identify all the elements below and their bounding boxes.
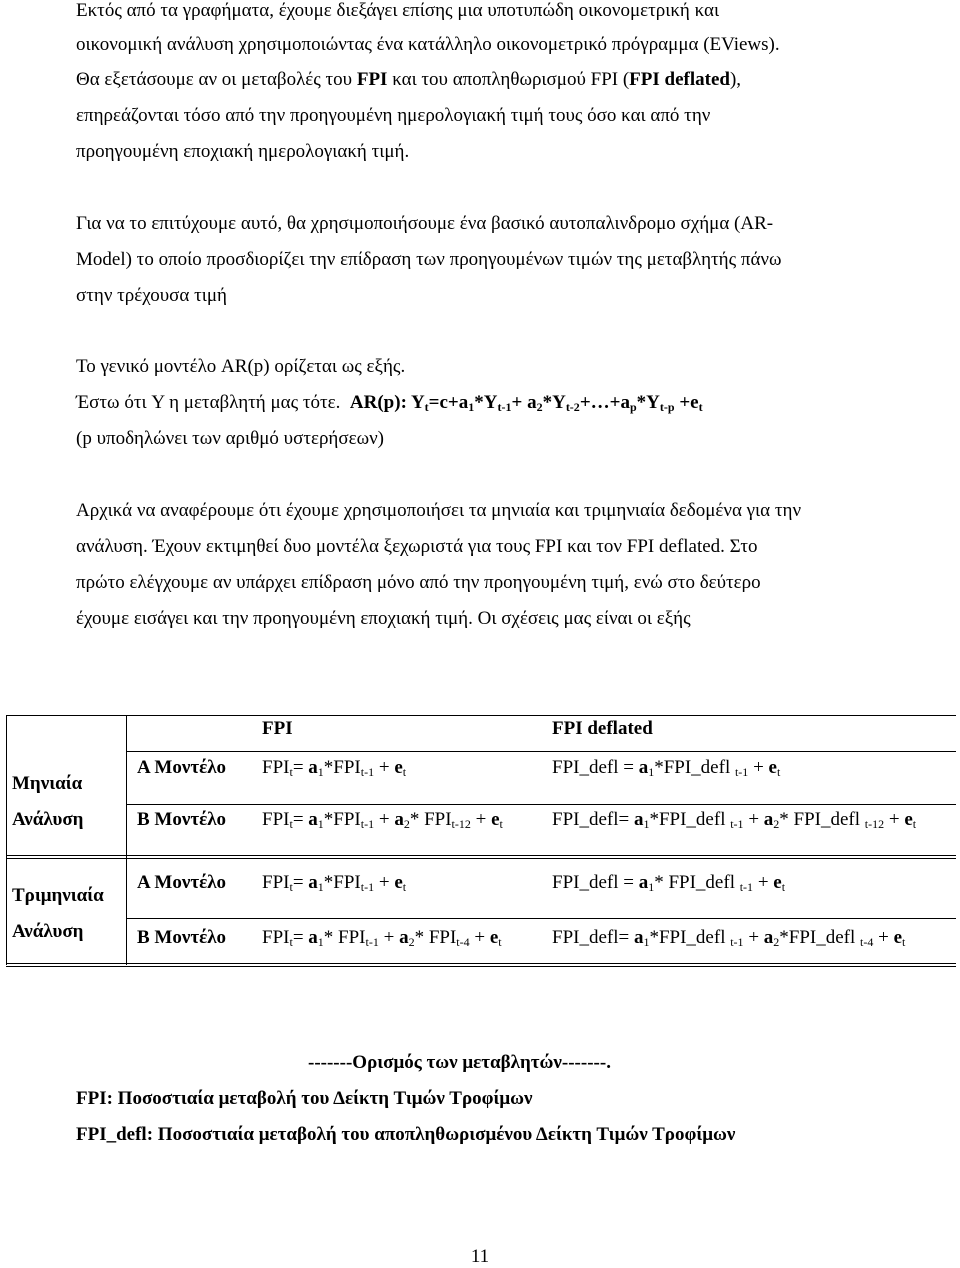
col-header-fpi: FPI xyxy=(262,718,293,739)
monthly-a-fpi: $FPI_t= a_1*FPI_{t-1} + e_t$ xyxy=(262,757,407,779)
model-b-label-q: Β Μοντέλο xyxy=(137,927,227,948)
data-line-4: έχουμε εισάγει και την προηγουμένη εποχιακή τιμή. Οι σχέσεις μας είναι οι εξής xyxy=(76,608,691,629)
row-label-analysis: Ανάλυση xyxy=(12,809,84,830)
quarterly-b-fpi: $FPI_t= a_1*$ $FPI_{t-1} + a_2*$ $FPI_{t-4} + e_t$ xyxy=(262,927,502,949)
model-b-label: Β Μοντέλο xyxy=(137,809,227,830)
fpi-term: FPI xyxy=(356,69,388,90)
fpi-deflated-term: FPI deflated xyxy=(629,69,730,90)
ar-line-3: στην τρέχουσα τιμή xyxy=(76,285,227,306)
ar-line-2: Model) το οποίο προσδιορίζει την επίδραση των προηγουμένων τιμών της μεταβλητής πάνω xyxy=(76,249,782,270)
intro-line-4: επηρεάζονται τόσο από την προηγουμένη ημερολογιακή τιμή τους όσο και από την xyxy=(76,105,711,126)
data-line-2: ανάλυση. Έχουν εκτιμηθεί δυο μοντέλα ξεχωριστά για τους FPI και τον FPI deflated. Στο xyxy=(76,536,758,557)
quarterly-b-fpid: FPI_defl= $a_1*FPI\_defl$ $_{t-1} + a_2*FPI\_defl$ $_{t-4} + e_t$ xyxy=(552,927,906,949)
model-a-label-q: Α Μοντέλο xyxy=(137,872,227,893)
intro-line-5: προηγουμένη εποχιακή ημερολογιακή τιμή. xyxy=(76,141,410,162)
monthly-a-fpid: FPI_defl = $a_1*FPI\_defl$ $_{t-1} + e_t$ xyxy=(552,757,781,779)
intro-line-3: Θα εξετάσουμε αν οι μεταβολές του FPI και του αποπληθωρισμού FPI (FPI deflated), xyxy=(76,69,742,90)
intro-line-2: οικονομική ανάλυση χρησιμοποιώντας ένα κατάλληλο οικονομετρικό πρόγραμμα (EViews). xyxy=(76,34,780,55)
col-header-fpi-deflated: FPI deflated xyxy=(552,718,653,739)
table-bottom-rule xyxy=(6,963,956,967)
definition-fpi-defl: FPI_defl: Ποσοστιαία μεταβολή του αποπληθωρισμένου Δείκτη Τιμών Τροφίμων xyxy=(76,1124,736,1145)
monthly-mid-rule xyxy=(126,804,956,805)
row-label-monthly: Μηνιαία xyxy=(12,773,83,794)
monthly-b-fpi: $FPI_t= a_1*FPI_{t-1} + a_2*$ $FPI_{t-12} + e_t$ xyxy=(262,809,503,831)
monthly-bottom-rule xyxy=(6,855,956,859)
quarterly-a-fpid: FPI_defl = $a_1*$ FPI_defl $_{t-1} + e_t$ xyxy=(552,872,786,894)
definitions-title: -------Ορισμός των μεταβλητών-------. xyxy=(308,1052,611,1073)
ar-line-1: Για να το επιτύχουμε αυτό, θα χρησιμοποιήσουμε ένα βασικό αυτοπαλινδρομο σχήμα (AR- xyxy=(76,213,774,234)
model-a-label: Α Μοντέλο xyxy=(137,757,227,778)
table-left-rule xyxy=(6,715,7,965)
row-label-analysis-q: Ανάλυση xyxy=(12,921,84,942)
table-top-rule xyxy=(6,715,956,716)
intro-line-1: Εκτός από τα γραφήματα, έχουμε διεξάγει επίσης μια υποτυπώδη οικονομετρική και xyxy=(76,0,720,21)
table-header-rule xyxy=(126,751,956,752)
monthly-b-fpid: FPI_defl= $a_1*FPI\_defl$ $_{t-1} + a_2*$ FPI_defl $_{t-12} + e_t$ xyxy=(552,809,917,831)
table-col-rule xyxy=(126,715,127,965)
definition-fpi: FPI: Ποσοστιαία μεταβολή του Δείκτη Τιμών Τροφίμων xyxy=(76,1088,533,1109)
ar-equation: AR(p): $Y_t=c+a_1*Y_{t-1}+$ $a_2*Y_{t-2}+\dots+a_p*Y_{t-p} +e_t$ xyxy=(349,392,703,414)
quarterly-mid-rule xyxy=(126,918,956,919)
page-number: 11 xyxy=(470,1246,490,1267)
row-label-quarterly: Τριμηνιαία xyxy=(12,885,104,906)
models-table xyxy=(6,715,956,965)
general-model-text: Το γενικό μοντέλο AR(p) ορίζεται ως εξής. xyxy=(76,356,406,377)
quarterly-a-fpi: $FPI_t= a_1*FPI_{t-1} + e_t$ xyxy=(262,872,407,894)
data-line-1: Αρχικά να αναφέρουμε ότι έχουμε χρησιμοποιήσει τα μηνιαία και τριμηνιαία δεδομένα για την xyxy=(76,500,802,521)
ar-equation-line: Έστω ότι Y η μεταβλητή μας τότε. AR(p): $Y_t=c+a_1*Y_{t-1}+$ $a_2*Y_{t-2}+\dots+a_p*Y_{t-p} +e_t$ xyxy=(76,392,703,414)
data-line-3: πρώτο ελέγχουμε αν υπάρχει επίδραση μόνο από την προηγουμένη τιμή, ενώ στο δεύτερο xyxy=(76,572,761,593)
lag-note: (p υποδηλώνει των αριθμό υστερήσεων) xyxy=(76,428,385,449)
